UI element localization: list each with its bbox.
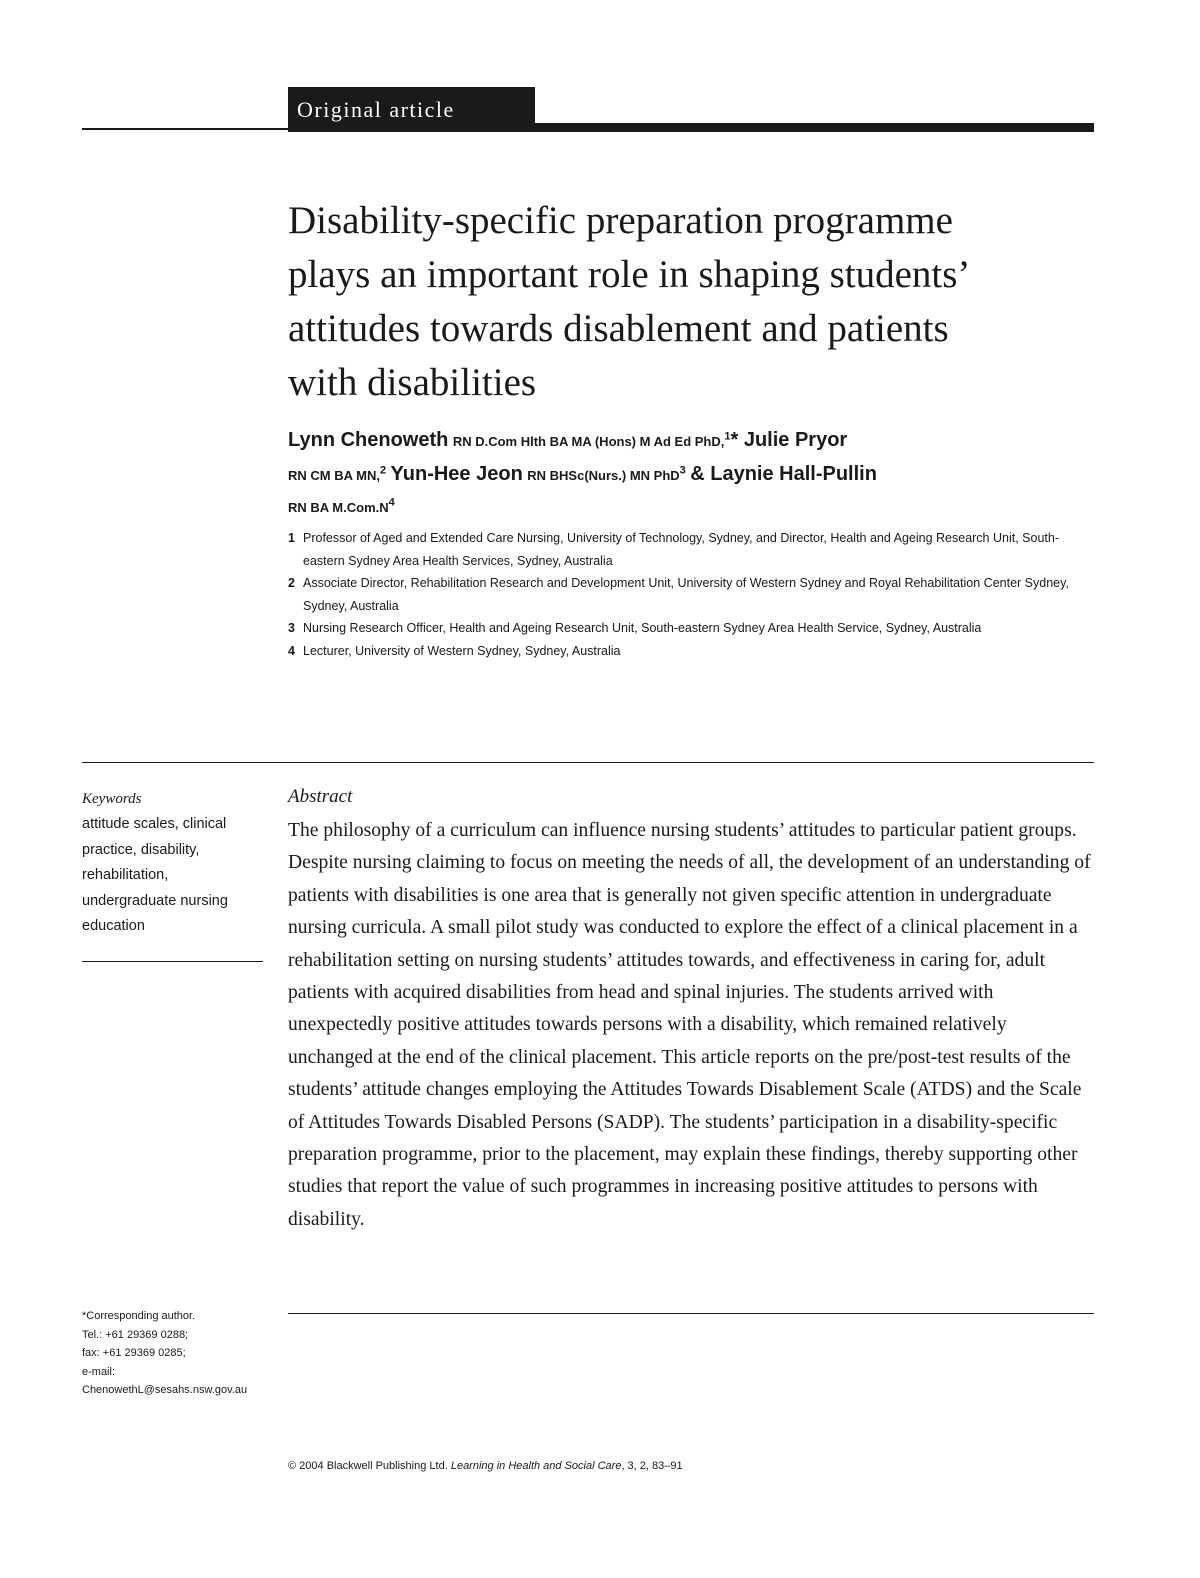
corresp-phone: Tel.: +61 29369 0288; [82,1328,189,1341]
author-degrees: RN CM BA MN, [288,468,380,483]
affiliation-text: Nursing Research Officer, Health and Ageing Research Unit, South-eastern Sydney Area Health Service, Sydney, Australia [303,621,982,635]
affiliation-item [288,640,1094,663]
author-affil-sup: 3 [679,464,686,477]
author-degrees: RN BHSc(Nurs.) MN PhD [527,468,680,483]
abstract-top-rule [82,762,1094,763]
affiliation-number: 1 [288,531,295,545]
corresp-line: *Corresponding author. [82,1310,196,1322]
author-list [288,424,1094,524]
section-label: Original article [288,87,535,132]
footer-copyright: © 2004 Blackwell Publishing Ltd. [288,1460,448,1472]
affiliation-item [288,617,1094,640]
author-name: * Julie Pryor [730,429,848,451]
author-line-1 [288,424,1094,458]
keyword-line: rehabilitation, [82,867,169,883]
title-line-2: plays an important role in shaping students’ [288,253,971,296]
keywords-heading: Keywords [82,791,142,807]
affiliation-list [288,527,1094,662]
author-name: & Laynie Hall-Pullin [690,463,877,485]
author-line-3 [288,492,1094,524]
affiliation-text: Professor of Aged and Extended Care Nursing, University of Technology, Sydney, and Director, Health and Ageing Research Unit, South-eastern Sydney Area Health Services, Sydney, Australia [303,531,1059,568]
affiliation-item [288,572,1094,617]
affiliation-number: 2 [288,576,295,590]
author-affil-sup: 2 [379,464,387,477]
corresp-email-label: e-mail: [82,1365,116,1378]
abstract-bottom-rule [288,1313,1094,1314]
author-affil-sup: 1 [724,430,731,443]
author-name: Lynn Chenoweth [288,429,449,451]
keywords-box [82,786,267,940]
abstract-heading: Abstract [288,786,353,807]
title-line-1: Disability-specific preparation programme [288,199,953,242]
article-title [288,194,1088,410]
title-line-3: attitudes towards disablement and patients [288,307,949,350]
footer-citation: , 3, 2, 83–91 [621,1460,683,1472]
affiliation-item [288,527,1094,572]
author-degrees: RN D.Com Hlth BA MA (Hons) M Ad Ed PhD, [452,434,725,449]
keywords-list [82,812,267,940]
footer-journal: Learning in Health and Social Care [450,1460,622,1472]
corresp-fax: fax: +61 29369 0285; [82,1347,186,1359]
header-rule-left [82,128,288,130]
affiliation-number: 3 [288,621,295,635]
affiliation-number: 4 [288,643,295,658]
affiliation-text: Associate Director, Rehabilitation Research and Development Unit, University of Western Sydney and Royal Rehabilitation Center Sydney, Sydney, Australia [303,576,1069,613]
author-name: Yun-Hee Jeon [390,463,523,485]
author-degrees: RN BA M.Com.N [288,500,389,515]
corresponding-author-note [82,1307,282,1400]
keyword-line: practice, disability, [82,841,200,858]
corresp-email: ChenowethL@sesahs.nsw.gov.au [82,1384,248,1396]
title-line-4: with disabilities [288,361,537,404]
keywords-rule [82,961,263,962]
page-footer [288,1458,1094,1474]
author-affil-sup: 4 [388,496,395,509]
abstract-body: The philosophy of a curriculum can influence nursing students’ attitudes to particular patient groups. Despite nursing claiming to focus on meeting the needs of all, the development of an understanding of patients with disabilities is one area that is generally not given specific attention in undergraduate nursing curricula. A small pilot study was conducted to explore the effect of a clinical placement in a rehabilitation setting on nursing students’ attitudes towards, and effectiveness in caring for, adult patients with acquired disabilities from head and spinal injuries. The students arrived with unexpectedly positive attitudes towards persons with a disability, which remained relatively unchanged at the end of the clinical placement. This article reports on the pre/post-test results of the students’ attitude changes employing the Attitudes Towards Disablement Scale (ATDS) and the Scale of Attitudes Towards Disabled Persons (SADP). The students’ participation in a disability-specific preparation programme, prior to the placement, may explain these findings, thereby supporting other studies that report the value of such programmes in increasing positive attitudes to persons with disability. [288,820,1091,1230]
author-line-2 [288,458,1094,492]
affiliation-text: Lecturer, University of Western Sydney, Sydney, Australia [303,643,621,658]
keyword-line: attitude scales, clinical [82,816,227,832]
keyword-line: undergraduate nursing [82,892,228,909]
keyword-line: education [82,918,145,934]
